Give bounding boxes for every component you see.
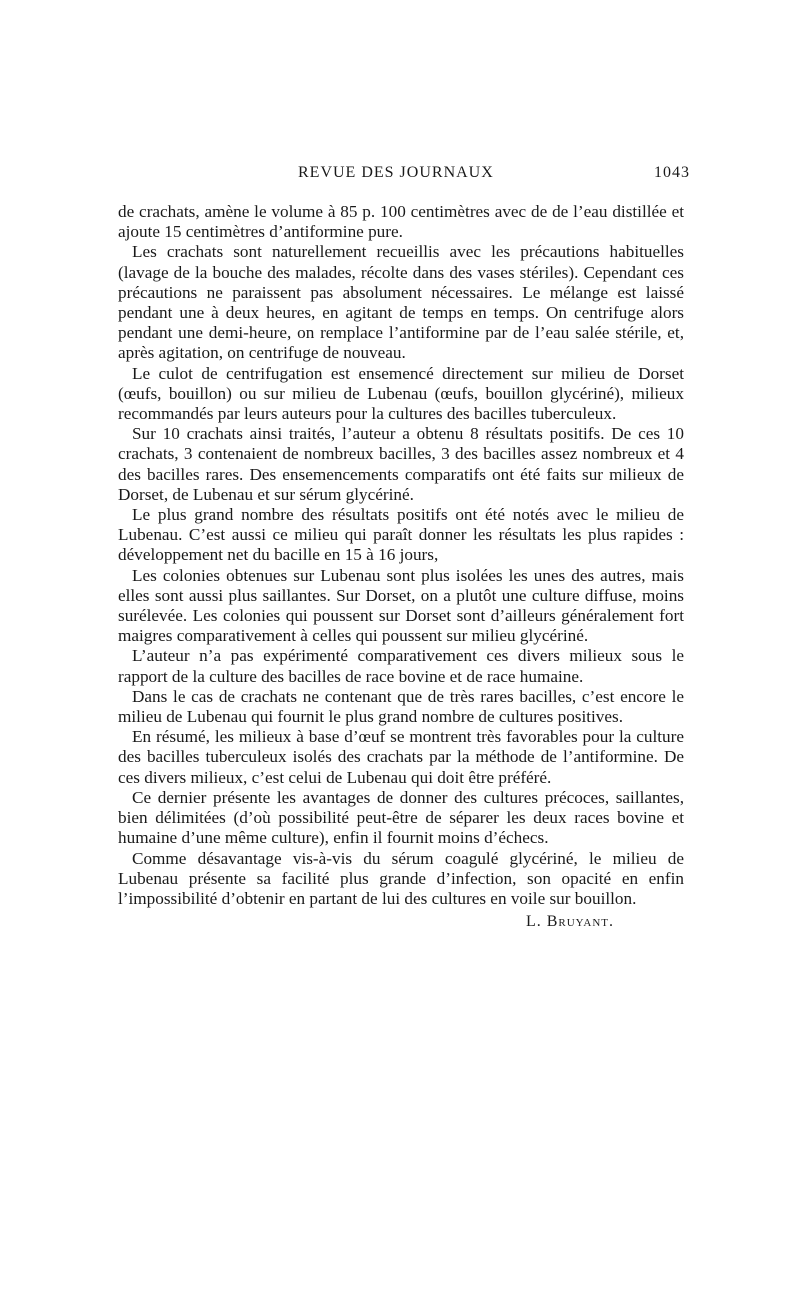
paragraph: Sur 10 crachats ainsi traités, l’auteur a obtenu 8 résultats positifs. De ces 10 crachats, 3 contenaient de nombreux bacilles, 3 des bacilles assez nombreux et 4 des bacilles rares. Des ensemencements comparatifs ont été faits sur milieux de Dorset, de Lubenau et sur sérum glycériné. (118, 424, 684, 504)
article-body (118, 202, 684, 909)
paragraph: En résumé, les milieux à base d’œuf se montrent très favorables pour la culture des bacilles tuberculeux isolés des crachats par la méthode de l’antiformine. De ces divers milieux, c’est celui de Lubenau qui doit être préféré. (118, 727, 684, 787)
paragraph: Le culot de centrifugation est ensemencé directement sur milieu de Dorset (œufs, bouillon) ou sur milieu de Lubenau (œufs, bouillon glycériné), milieux recommandés par leurs auteurs pour la cultures des bacilles tuberculeux. (118, 363, 684, 424)
paragraph: Comme désavantage vis-à-vis du sérum coagulé glycériné, le milieu de Lubenau présente sa facilité plus grande d’infection, son opacité en enfin l’impossibilité d’obtenir en partant de lui des cultures en voile sur bouillon. (118, 848, 684, 908)
page-number: 1043 (654, 164, 690, 181)
running-head (118, 160, 690, 190)
paragraph: Le plus grand nombre des résultats positifs ont été notés avec le milieu de Lubenau. C’est aussi ce milieu qui paraît donner les résultats les plus rapides : développement net du bacille en 15 à 16 jours, (118, 505, 684, 565)
paragraph: Dans le cas de crachats ne contenant que de très rares bacilles, c’est encore le milieu de Lubenau qui fournit le plus grand nombre de cultures positives. (118, 686, 684, 727)
paragraph: de crachats, amène le volume à 85 p. 100 centimètres avec de de l’eau distillée et ajoute 15 centimètres d’antiformine pure. (118, 202, 684, 242)
running-title: REVUE DES JOURNAUX (298, 164, 494, 181)
paragraph: Ce dernier présente les avantages de donner des cultures précoces, saillantes, bien délimitées (d’où possibilité peut-être de séparer les deux races bovine et humaine d’une même culture), enfin il fournit moins d’échecs. (118, 787, 684, 848)
paragraph: L’auteur n’a pas expérimenté comparativement ces divers milieux sous le rapport de la culture des bacilles de race bovine et de race humaine. (118, 646, 684, 686)
journal-page (118, 160, 690, 931)
paragraph: Les crachats sont naturellement recueillis avec les précautions habituelles (lavage de la bouche des malades, récolte dans des vases stériles). Cependant ces précautions ne paraissent pas absolument nécessaires. Le mélange est laissé pendant une à deux heures, en agitant de temps en temps. On centrifuge alors pendant une demi-heure, on remplace l’antiformine par de l’eau salée stérile, et, après agitation, on centrifuge de nouveau. (118, 242, 684, 363)
author-signature: L. Bruyant. (525, 913, 614, 931)
paragraph: Les colonies obtenues sur Lubenau sont plus isolées les unes des autres, mais elles sont aussi plus saillantes. Sur Dorset, on a plutôt une culture diffuse, moins surélevée. Les colonies qui poussent sur Dorset sont d’ailleurs généralement fort maigres comparativement à celles qui poussent sur milieu glycériné. (118, 565, 684, 646)
